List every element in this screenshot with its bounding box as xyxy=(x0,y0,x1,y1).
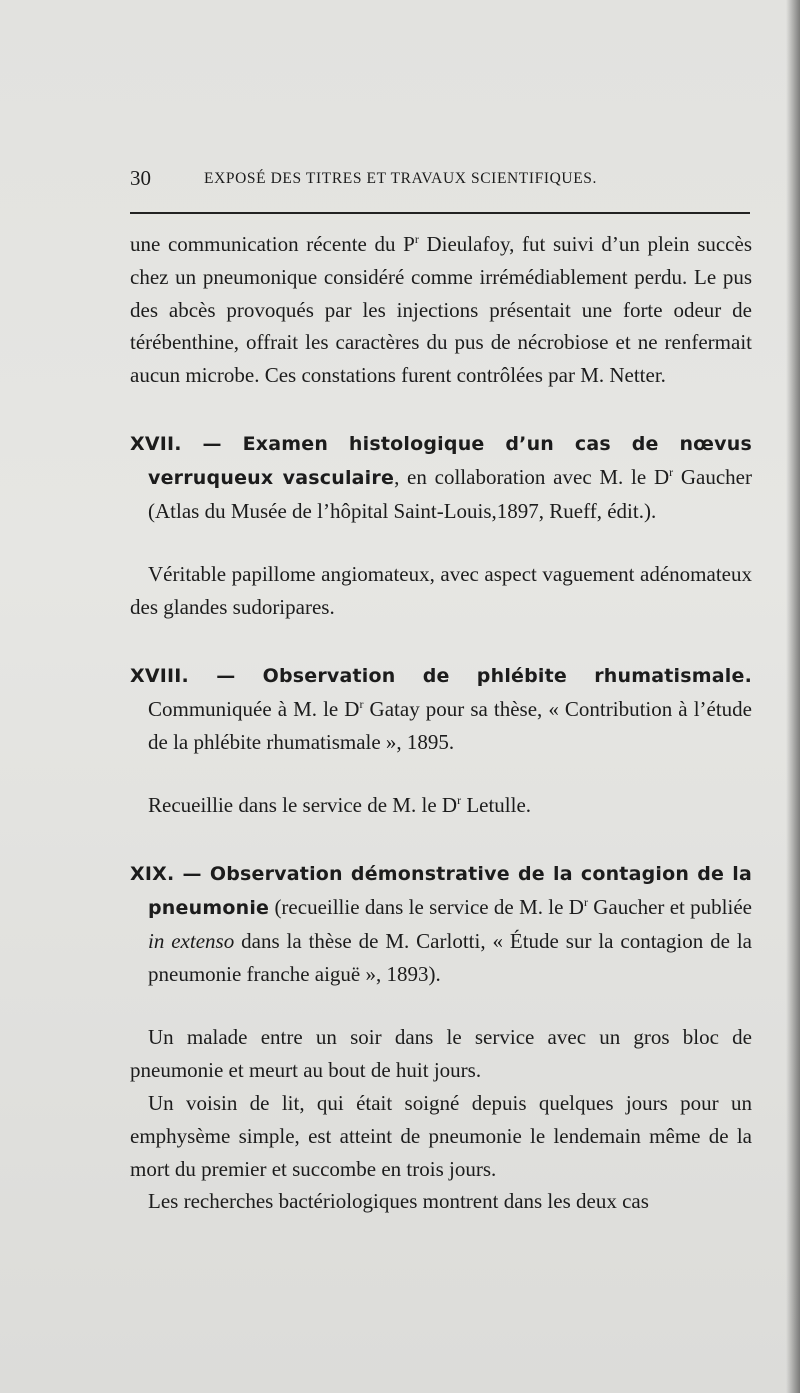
entry-xix-paragraph-1: Un malade entre un soir dans le service avec un gros bloc de pneumonie et meurt au bout de huit jours. xyxy=(130,1025,752,1083)
entry-xviii-title: XVIII. — Observation de phlébite rhumatismale. xyxy=(130,664,752,687)
running-title: EXPOSÉ DES TITRES ET TRAVAUX SCIENTIFIQUES. xyxy=(204,170,597,187)
page-header xyxy=(130,166,750,196)
entry-xvii-description: Véritable papillome angiomateux, avec aspect vaguement adénomateux des glandes sudoripares. xyxy=(130,562,752,620)
page-number: 30 xyxy=(130,166,151,190)
intro-paragraph: une communication récente du $P^r$ Dieulafoy, fut suivi d’un plein succès chez un pneumonique considéré comme irrémédiablement perdu. Le pus des abcès provoqués par les injections présentait une forte odeur de térébenthine, offrait les caractères du pus de nécrobiose et ne renfermait aucun microbe. Ces constations furent contrôlées par M. Netter. xyxy=(130,232,752,388)
page-body xyxy=(130,228,752,1218)
entry-xvii-title: XVII. — Examen histologique d’un cas de nœvus verruqueux vasculaire xyxy=(130,432,752,489)
header-rule xyxy=(130,212,750,214)
entry-xix-paragraph-2: Un voisin de lit, qui était soigné depuis quelques jours pour un emphysème simple, est atteint de pneumonie le lendemain même de la mort du premier et succombe en trois jours. xyxy=(130,1090,752,1181)
entry-xix-title: XIX. — Observation démonstrative de la contagion de la pneumonie xyxy=(130,863,752,919)
entry-xviii-description: Recueillie dans le service de M. le $D^r$ Letulle. xyxy=(148,793,532,818)
entry-xix: XIX. — Observation démonstrative de la contagion de la pneumonie (recueillie dans le service de M. le $D^r$ Gaucher et publiée in extenso dans la thèse de M. Carlotti, « Étude sur la contagion de la pneumonie franche aiguë », 1893). xyxy=(130,863,752,986)
entry-xix-paragraph-3: Les recherches bactériologiques montrent dans les deux cas xyxy=(148,1189,649,1214)
entry-xviii: XVIII. — Observation de phlébite rhumatismale. Communiquée à M. le $D^r$ Gatay pour sa thèse, « Contribution à l’étude de la phlébite rhumatismale », 1895. xyxy=(130,664,752,754)
page-edge-shadow xyxy=(786,0,800,1393)
entry-xvii: XVII. — Examen histologique d’un cas de nœvus verruqueux vasculaire, en collaboration avec M. le $D^r$ Gaucher (Atlas du Musée de l’hôpital Saint-Louis,1897, Rueff, édit.). xyxy=(130,432,752,523)
